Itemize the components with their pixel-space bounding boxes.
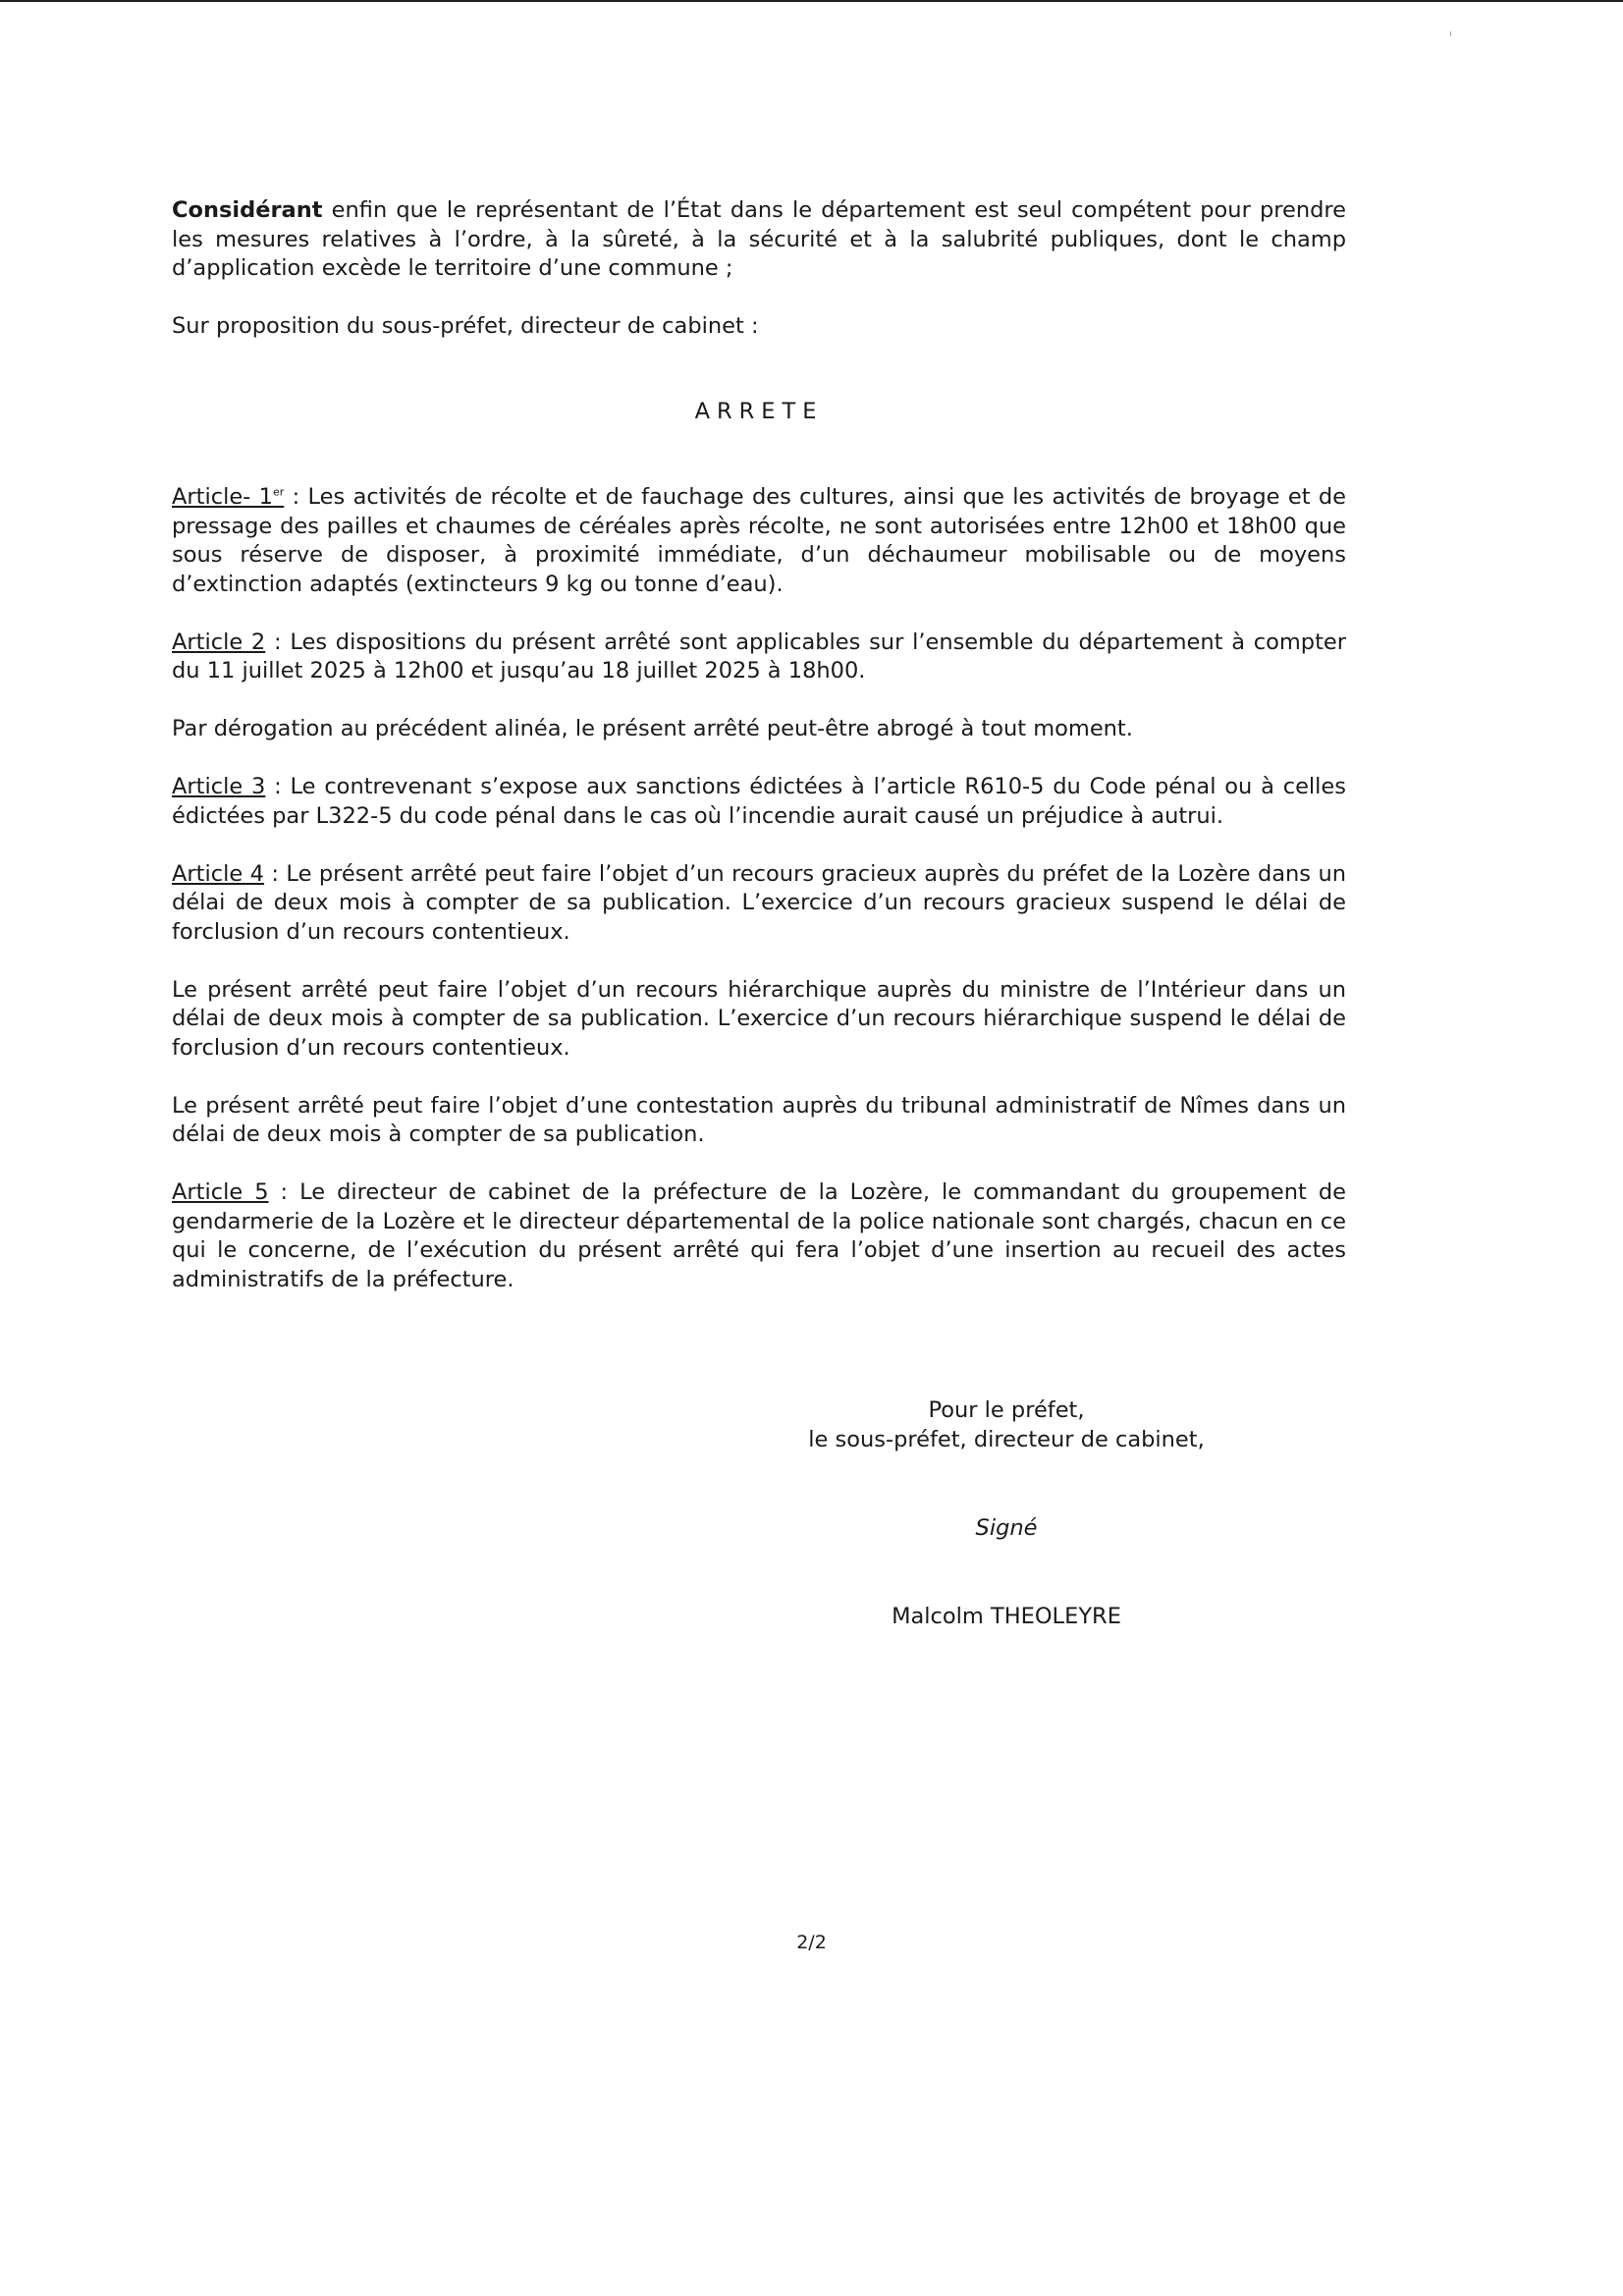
article-3-label: Article 3 [172, 774, 266, 799]
scan-speck [1450, 31, 1451, 36]
article-5-paragraph [172, 1178, 1346, 1294]
page-number: 2/2 [796, 1932, 827, 1953]
signer-name: Malcolm THEOLEYRE [892, 1603, 1121, 1629]
signature-line-prefet: Pour le préfet, [928, 1397, 1085, 1423]
signature-signed: Signé [975, 1515, 1038, 1541]
article-5-text: : Le directeur de cabinet de la préfecture de la Lozère, le commandant du groupement de gendarmerie de la Lozère et le directeur départemental de la police nationale sont chargés, chacun en ce qui le concerne, de l’exécution du présent arrêté qui fera l’objet d’une insertion au recueil des actes administratifs de la préfecture. [172, 1179, 1346, 1292]
considerant-paragraph [172, 196, 1346, 284]
proposition-paragraph: Sur proposition du sous-préfet, directeur de cabinet : [172, 313, 759, 339]
article-1-paragraph [172, 483, 1346, 599]
article-4-label: Article 4 [172, 860, 264, 887]
article-4-text: : Le présent arrêté peut faire l’objet d’un recours gracieux auprès du préfet de la Lozère dans un délai de deux mois à compter de sa publication. L’exercice d’un recours gracieux suspend le délai de forclusion d’un recours contentieux. [172, 860, 1346, 945]
derogation-paragraph: Par dérogation au précédent alinéa, le présent arrêté peut-être abrogé à tout moment. [172, 716, 1133, 741]
article-2-label: Article 2 [172, 629, 266, 655]
article-1-label-sup: er [272, 485, 285, 499]
article-2-paragraph [172, 629, 1346, 686]
recours-hierarchique-paragraph: Le présent arrêté peut faire l’objet d’un recours hiérarchique auprès du ministre de l’Intérieur dans un délai de deux mois à compter de sa publication. L’exercice d’un recours hiérarchique suspend le délai de forclusion d’un recours contentieux. [172, 976, 1346, 1061]
considerant-lead: Considérant [172, 197, 323, 223]
page-top-border [0, 0, 1623, 2]
contestation-paragraph: Le présent arrêté peut faire l’objet d’une contestation auprès du tribunal administratif de Nîmes dans un délai de deux mois à compter de sa publication. [172, 1092, 1346, 1147]
article-3-text: : Le contrevenant s’expose aux sanctions édictées à l’article R610-5 du Code pénal ou à celles édictées par L322-5 du code pénal dans le cas où l’incendie aurait causé un préjudice à autrui. [172, 774, 1346, 829]
article-1-label [172, 484, 284, 510]
signature-block [756, 1396, 1257, 1631]
arrete-heading: ARRETE [694, 398, 824, 424]
article-3-paragraph [172, 773, 1346, 831]
article-4-paragraph [172, 860, 1346, 948]
article-1-label-main: Article- 1 [172, 484, 273, 510]
article-5-label: Article 5 [172, 1179, 269, 1205]
document-body [172, 196, 1346, 1324]
article-1-text: : Les activités de récolte et de fauchage des cultures, ainsi que les activités de broyage et de pressage des pailles et chaumes de céréales après récolte, ne sont autorisées entre 12h00 et 18h00 que sous réserve de disposer, à proximité immédiate, d’un déchaumeur mobilisable ou de moyens d’extinction adaptés (extincteurs 9 kg ou tonne d’eau). [172, 484, 1346, 597]
considerant-text: enfin que le représentant de l’État dans le département est seul compétent pour prendre les mesures relatives à l’ordre, à la sûreté, à la sécurité et à la salubrité publiques, dont le champ d’application excède le territoire d’une commune ; [172, 197, 1346, 281]
signature-line-sous-prefet: le sous-préfet, directeur de cabinet, [808, 1426, 1205, 1452]
article-2-text: : Les dispositions du présent arrêté sont applicables sur l’ensemble du département à compter du 11 juillet 2025 à 12h00 et jusqu’au 18 juillet 2025 à 18h00. [172, 629, 1346, 683]
